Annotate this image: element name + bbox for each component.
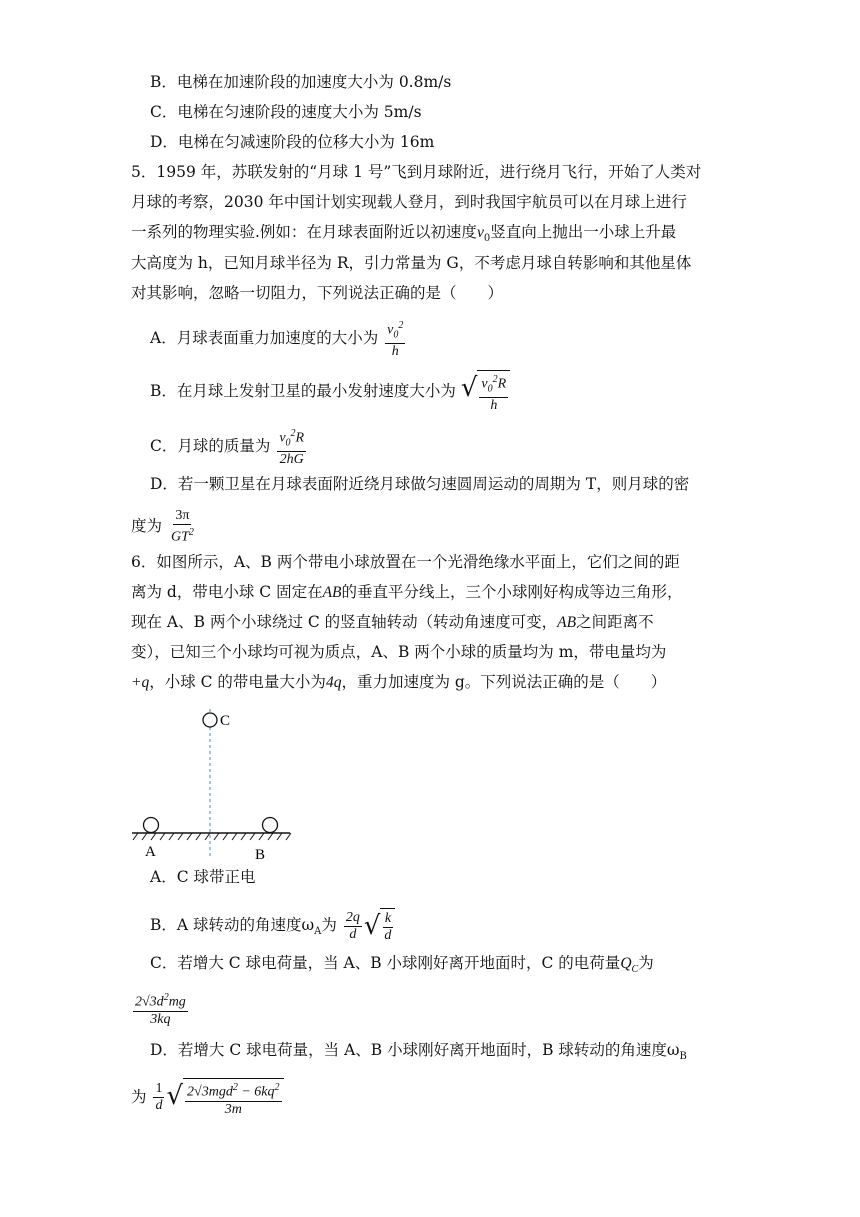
q6-option-c: C．若增大 C 球电荷量，当 A、B 小球刚好离开地面时，C 的电荷量$Q_C$为	[150, 954, 654, 976]
q6-line2: 离为 d，带电小球 C 固定在AB的垂直平分线上，三个小球刚好构成等边三角形，	[131, 583, 683, 601]
q5-line3: 一系列的物理实验.例如：在月球表面附近以初速度$v_0$竖直向上抛出一小球上升最	[131, 223, 677, 245]
label-c: C	[220, 713, 231, 729]
q6-option-b: B．A 球转动的角速度$\omega_A$为 $\frac{2q}{d}$ √ $\frac{k}{d}$	[150, 908, 395, 944]
q5-option-c: C．月球的质量为 $\frac{v_0^2R}{2hG}$	[150, 428, 305, 468]
charged-balls-figure	[130, 705, 305, 865]
q6-option-a: A．C 球带正电	[150, 868, 256, 886]
q6-line3: 现在 A、B 两个小球绕过 C 的竖直轴转动（转动角速度可变，AB之间距离不	[131, 613, 654, 631]
q5-option-a: A．月球表面重力加速度的大小为 $\frac{v_0^2}{h}$	[150, 320, 404, 360]
q5-line2: 月球的考察，2030 年中国计划实现载人登月，到时我国宇航员可以在月球上进行	[131, 193, 687, 211]
q6-line1: 6．如图所示，A、B 两个带电小球放置在一个光滑绝缘水平面上，它们之间的距	[131, 553, 680, 571]
ball-a	[144, 818, 159, 833]
label-a: A	[145, 844, 156, 860]
q6-line4: 变），已知三个小球均可视为质点，A、B 两个小球的质量均为 m，带电量均为	[131, 643, 667, 661]
q5-option-b: B．在月球上发射卫星的最小发射速度大小为 √ $\frac{v_0^2R}{h}$	[150, 370, 510, 414]
ground-hatch	[133, 833, 291, 840]
q6-option-d-formula: 为 $\frac{1}{d}$ √ $\frac{2√3mgd^2 - 6kq^2}{3m}$	[131, 1078, 284, 1118]
q6-option-d: D．若增大 C 球电荷量，当 A、B 小球刚好离开地面时，B 球转动的角速度$\omega_B$	[150, 1041, 687, 1063]
q6-line5: +q，小球 C 的带电量大小为4q，重力加速度为 g。下列说法正确的是（ ）	[131, 673, 667, 691]
ball-b	[263, 818, 278, 833]
q5-option-d-line2: 度为 $\frac{3\pi}{GT^2}$	[131, 508, 194, 545]
option-c-elevator: C．电梯在匀速阶段的速度大小为 5m/s	[150, 103, 422, 121]
option-b-elevator: B．电梯在加速阶段的加速度大小为 0.8m/s	[150, 73, 452, 91]
q6-option-c-formula: $\frac{2√3d^2mg}{3kq}$	[135, 992, 186, 1027]
label-b: B	[255, 847, 266, 863]
option-d-elevator: D．电梯在匀减速阶段的位移大小为 16m	[150, 133, 435, 151]
q5-line1: 5．1959 年，苏联发射的“月球 1 号”飞到月球附近，进行绕月飞行，开始了人类对	[131, 163, 702, 181]
q5-option-d-line1: D．若一颗卫星在月球表面附近绕月球做匀速圆周运动的周期为 T，则月球的密	[150, 475, 690, 493]
q5-line5: 对其影响，忽略一切阻力，下列说法正确的是（ ）	[131, 284, 504, 302]
q5-line4: 大高度为 h，已知月球半径为 R，引力常量为 G，不考虑月球自转影响和其他星体	[131, 254, 692, 272]
ball-c	[203, 713, 217, 727]
